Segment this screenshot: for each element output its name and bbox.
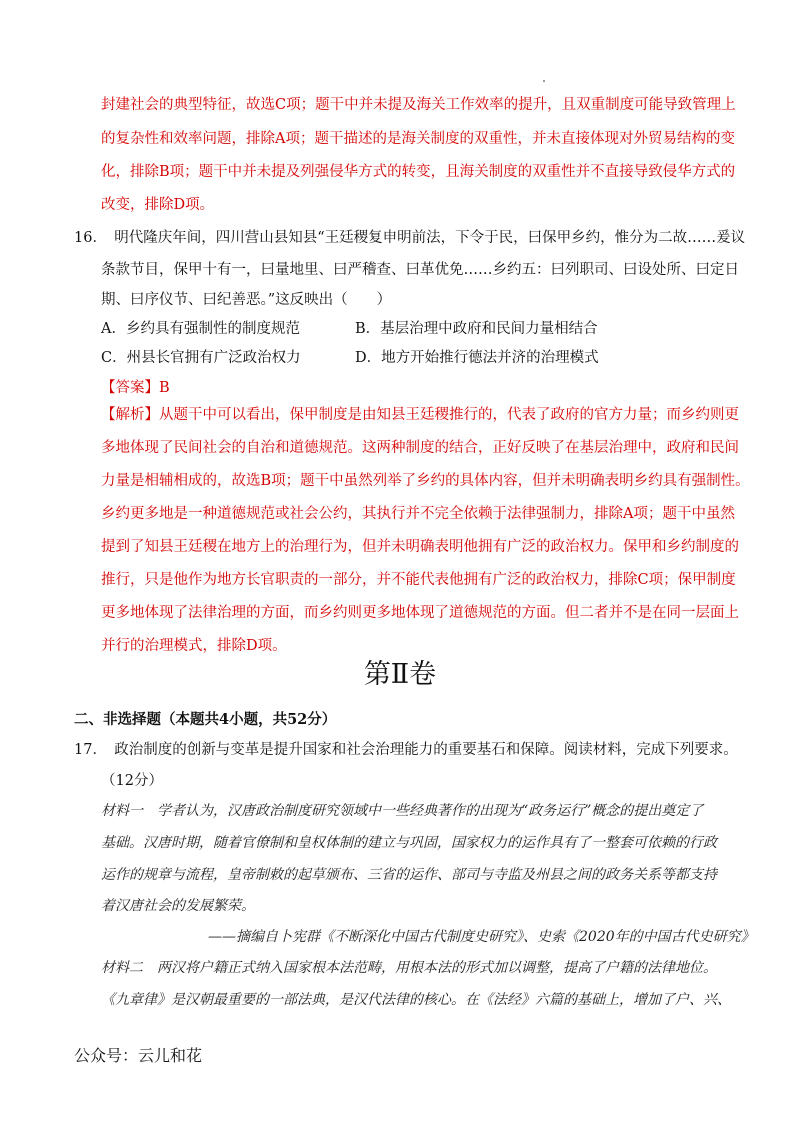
q16-explanation-line: 推行，只是他作为地方长官职责的一部分，并不能代表他拥有广泛的政治权力，排除C项；保甲制度 (101, 572, 736, 588)
q16-explanation-line: 乡约更多地是一种道德规范或社会公约，其执行并不完全依赖于法律强制力，排除A项；题干中虽然 (101, 506, 735, 522)
volume-title: 第Ⅱ卷 (363, 659, 437, 690)
prev-explanation-line: 的复杂性和效率问题，排除A项；题干描述的是海关制度的双重性，并未直接体现对外贸易结构的变 (101, 131, 735, 147)
q17-material1-line: 基础。汉唐时期，随着官僚制和皇权体制的建立与巩固，国家权力的运作具有了一整套可依赖的行政 (101, 835, 717, 851)
q17-material1-line: 着汉唐社会的发展繁荣。 (101, 898, 255, 914)
prev-explanation-line: 化，排除B项；题干中并未提及列强侵华方式的转变，且海关制度的双重性并不直接导致侵华方式的 (101, 164, 736, 180)
q17-material1-line: 材料一 学者认为，汉唐政治制度研究领域中一些经典著作的出现为“政务运行”概念的提出奠定了 (101, 803, 704, 819)
q16-explanation-line: 【解析】从题干中可以看出，保甲制度是由知县王廷稷推行的，代表了政府的官方力量；而乡约则更 (101, 407, 739, 423)
q16-stem-line: 16． 明代隆庆年间，四川营山县知县“王廷稷复申明前法，下令于民，曰保甲乡约，惟分为二故……爰议 (74, 230, 746, 246)
q17-material2-line: 《九章律》是汉朝最重要的一部法典，是汉代法律的核心。在《法经》六篇的基础上，增加了户、兴、 (101, 992, 731, 1008)
q16-option-b: B．基层治理中政府和民间力量相结合 (355, 321, 598, 337)
q16-explanation-line: 提到了知县王廷稷在地方上的治理行为，但并未明确表明他拥有广泛的政治权力。保甲和乡约制度的 (101, 539, 739, 555)
q17-material2-line: 材料二 两汉将户籍正式纳入国家根本法范畴，用根本法的形式加以调整，提高了户籍的法律地位。 (101, 960, 717, 976)
q16-explanation-line: 更多地体现了法律治理的方面，而乡约则更多地体现了道德规范的方面。但二者并不是在同一层面上 (101, 605, 739, 621)
q16-option-d: D．地方开始推行德法并济的治理模式 (355, 350, 599, 366)
q16-answer: 【答案】B (101, 380, 170, 396)
footer-wechat: 公众号：云儿和花 (74, 1046, 203, 1065)
q16-stem-line: 期、曰序仪节、曰纪善恶。”这反映出（ ） (101, 292, 392, 308)
q17-source1: ——摘编自卜宪群《不断深化中国古代制度史研究》、史索《2020年的中国古代史研究》 (208, 929, 755, 945)
prev-explanation-line: 封建社会的典型特征，故选C项；题干中并未提及海关工作效率的提升，且双重制度可能导致管理上 (101, 97, 736, 113)
q16-explanation-line: 多地体现了民间社会的自治和道德规范。这两种制度的结合，正好反映了在基层治理中，政府和民间 (101, 440, 739, 456)
q17-stem: 17． 政治制度的创新与变革是提升国家和社会治理能力的重要基石和保障。阅读材料，完成下列要求。 (74, 742, 738, 758)
q16-option-c: C．州县长官拥有广泛政治权力 (101, 350, 301, 366)
scan-dot (543, 80, 545, 82)
q17-score: （12分） (101, 773, 163, 789)
q16-explanation-line: 力量是相辅相成的，故选B项；题干中虽然列举了乡约的具体内容，但并未明确表明乡约具有强制性。 (101, 473, 750, 489)
q17-material1-line: 运作的规章与流程，皇帝制敕的起草颁布、三省的运作、部司与寺监及州县之间的政务关系等都支持 (101, 867, 717, 883)
q16-option-a: A．乡约具有强制性的制度规范 (101, 321, 300, 337)
q16-explanation-line: 并行的治理模式，排除D项。 (101, 638, 287, 654)
prev-explanation-line: 改变，排除D项。 (101, 197, 215, 213)
section-heading: 二、非选择题（本题共4小题，共52分） (74, 711, 337, 728)
q16-stem-line: 条款节目，保甲十有一，曰量地里、曰严稽查、曰革优免……乡约五：曰列职司、曰设处所、曰定日 (101, 262, 739, 278)
